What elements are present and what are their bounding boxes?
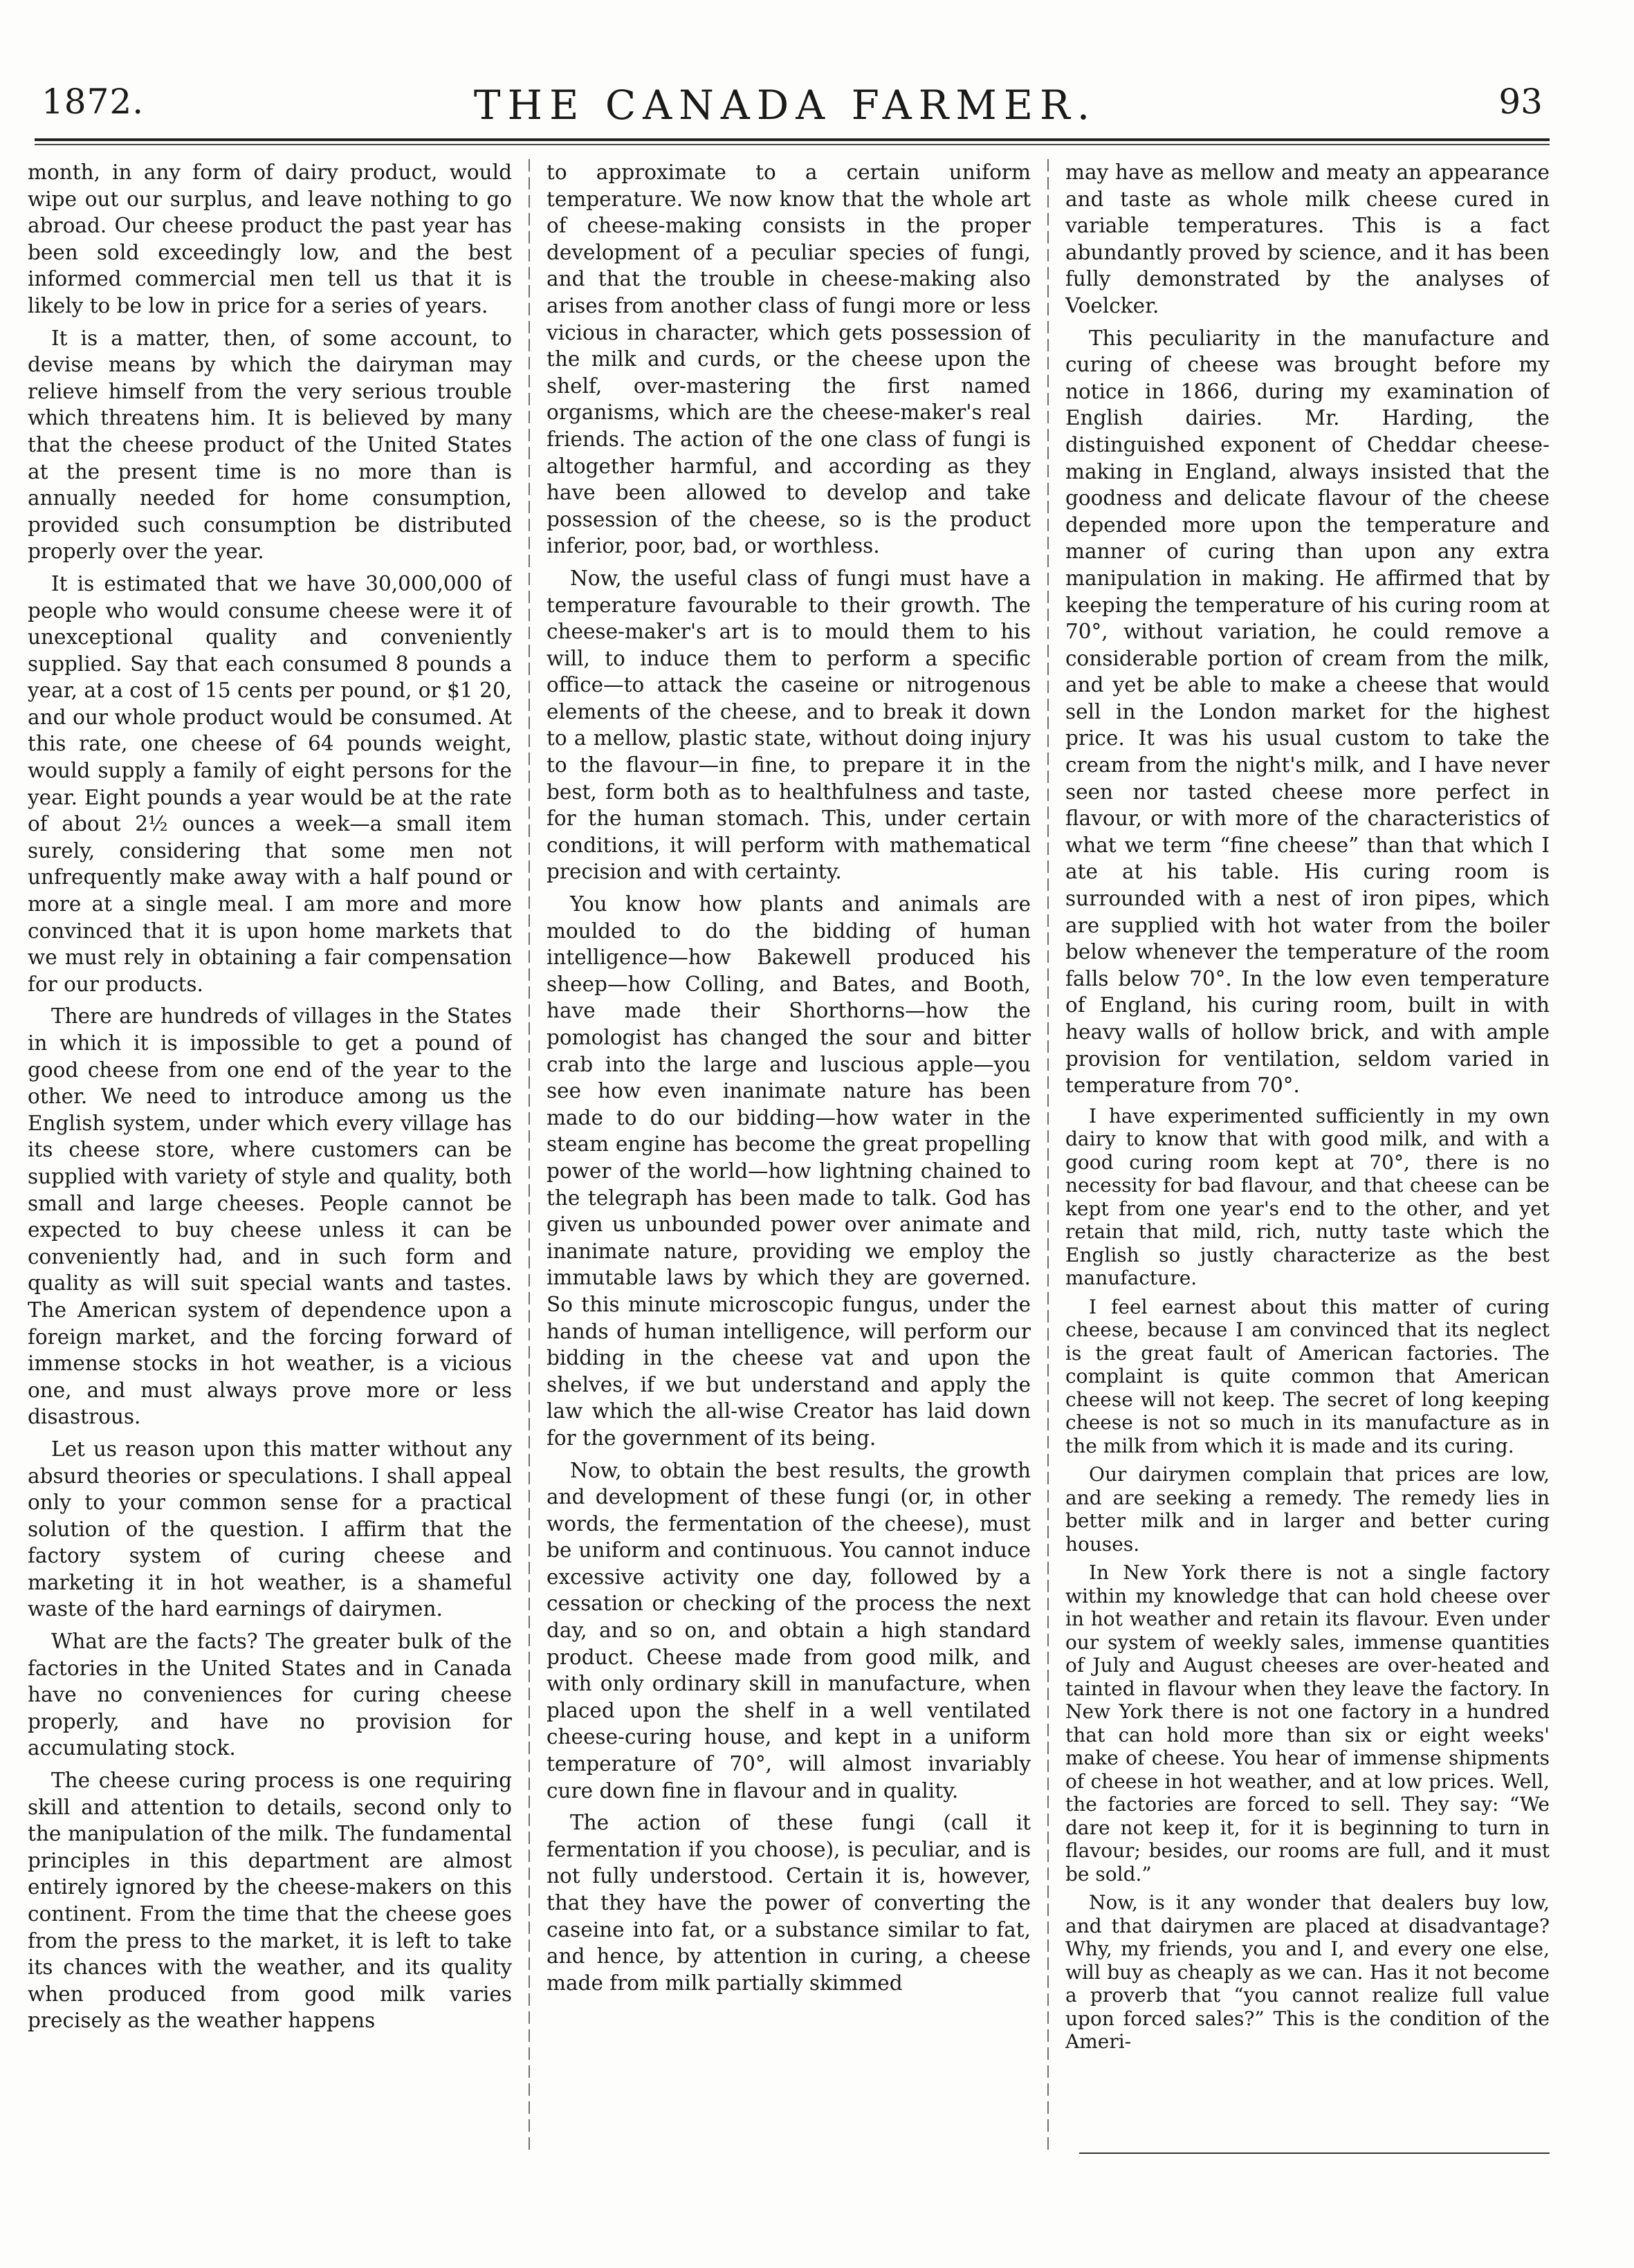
paragraph: Now, the useful class of fungi must have a temperature favourable to their growth. The cheese-maker's art is to mould them to his will, to induce them to perform a specific office—to attack the caseine or nitrogenous elements of the cheese, and to break it down to a mellow, plastic state, without doing injury to the flavour—in fine, to prepare it in the best, form both as to healthfulness and taste, for the human stomach. This, under certain conditions, it will perform with mathematical precision and with certainty. [547,566,1031,884]
page-number: 93 [1498,82,1543,122]
header-rule [35,138,1550,141]
paragraph: I feel earnest about this matter of curing cheese, because I am convinced that its neglect is the great fault of American factories. The complaint is quite common that American cheese will not keep. The secret of long keeping cheese is not so much in its manufacture as in the milk from which it is made and its curing. [1065,1295,1550,1457]
column-3 [1065,159,1550,2151]
paragraph: may have as mellow and meaty an appearance and taste as whole milk cheese cured in variable temperatures. This is a fact abundantly proved by science, and it has been fully demonstrated by the analyses of Voelcker. [1065,160,1550,317]
paragraph: Now, is it any wonder that dealers buy low, and that dairymen are placed at disadvantage? Why, my friends, you and I, and every one else, will buy as cheaply as we can. Has it not become a proverb that “you cannot realize full value upon forced sales?” This is the condition of the Ameri- [1065,1891,1550,2054]
paragraph: This peculiarity in the manufacture and curing of cheese was brought before my notice in 1866, during my examination of English dairies. Mr. Harding, the distinguished exponent of Cheddar cheese-making in England, always insisted that the goodness and delicate flavour of the cheese depended more upon the temperature and manner of curing than upon any extra manipulation in making. He affirmed that by keeping the temperature of his curing room at 70°, without variation, he could remove a considerable portion of cream from the milk, and yet be able to make a cheese that would sell in the London market for the highest price. It was his usual custom to take the cream from the night's milk, and I have never seen nor tasted cheese more perfect in flavour, or with more of the characteristics of what we term “fine cheese” than that which I ate at his table. His curing room is surrounded with a nest of iron pipes, which are supplied with hot water from the boiler below whenever the temperature of the room falls below 70°. In the low even temperature of England, his curing room, built in with heavy walls of hollow brick, and with ample provision for ventilation, seldom varied in temperature from 70°. [1065,326,1550,1098]
article-columns [28,159,1550,2151]
column-2 [547,159,1031,2151]
paragraph: What are the facts? The greater bulk of the factories in the United States and in Canada have no conveniences for curing cheese properly, and have no provision for accumulating stock. [28,1630,512,1760]
paragraph: I have experimented sufficiently in my own dairy to know that with good milk, and with a good curing room kept at 70°, there is no necessity for bad flavour, and that cheese can be kept from one year's end to the other, and yet retain that mild, rich, nutty taste which the English so justly characterize as the best manufacture. [1065,1104,1550,1290]
paragraph: The action of these fungi (call it fermentation if you choose), is peculiar, and is not fully understood. Certain it is, however, that they have the power of converting the caseine into fat, or a substance similar to fat, and hence, by attention in curing, a cheese made from milk partially skimmed [547,1811,1031,1995]
paragraph: The cheese curing process is one requiring skill and attention to details, second only to the manipulation of the milk. The fundamental principles in this department are almost entirely ignored by the cheese-makers on this continent. From the time that the cheese goes from the press to the market, it is left to take its chances with the weather, and its quality when produced from good milk varies precisely as the weather happens [28,1769,512,2033]
paragraph: Let us reason upon this matter without any absurd theories or speculations. I shall appeal only to your common sense for a practical solution of the question. I affirm that the factory system of curing cheese and marketing it in hot weather, is a shameful waste of the hard earnings of dairymen. [28,1437,512,1621]
paragraph: Our dairymen complain that prices are low, and are seeking a remedy. The remedy lies in better milk and in larger and better curing houses. [1065,1463,1550,1556]
paragraph: It is a matter, then, of some account, to devise means by which the dairyman may relieve himself from the very serious trouble which threatens him. It is believed by many that the cheese product of the United States at the present time is no more than is annually needed for home consumption, provided such consumption be distributed properly over the year. [28,326,512,564]
newspaper-title: THE CANADA FARMER. [473,82,1097,129]
column-1 [28,159,512,2151]
column-divider [529,159,530,2151]
paragraph: It is estimated that we have 30,000,000 of people who would consume cheese were it of unexceptional quality and conveniently supplied. Say that each consumed 8 pounds a year, at a cost of 15 cents per pound, or $1 20, and our whole product would be consumed. At this rate, one cheese of 64 pounds weight, would supply a family of eight persons for the year. Eight pounds a year would be at the rate of about 2½ ounces a week—a small item surely, considering that some men not unfrequently make away with a half pound or more at a single meal. I am more and more convinced that it is upon home markets that we must rely in obtaining a fair compensation for our products. [28,571,512,996]
paragraph: In New York there is not a single factory within my knowledge that can hold cheese over in hot weather and retain its flavour. Even under our system of weekly sales, immense quantities of July and August cheeses are over-heated and tainted in flavour when they leave the factory. In New York there is not one factory in a hundred that can hold more than six or eight weeks' make of cheese. You hear of immense shipments of cheese in hot weather, and at low prices. Well, the factories are forced to sell. They say: “We dare not keep it, for it is beginning to turn in flavour; besides, our rooms are full, and it must be sold.” [1065,1561,1550,1886]
paragraph: month, in any form of dairy product, would wipe out our surplus, and leave nothing to go abroad. Our cheese product the past year has been sold exceedingly low, and the best informed commercial men tell us that it is likely to be low in price for a series of years. [28,160,512,317]
paragraph: Now, to obtain the best results, the growth and development of these fungi (or, in other words, the fermentation of the cheese), must be uniform and continuous. You cannot induce excessive activity one day, followed by a cessation or checking of the process the next day, and so on, and obtain a high standard product. Cheese made from good milk, and with only ordinary skill in manufacture, when placed upon the shelf in a well ventilated cheese-curing house, and kept in a uniform temperature of 70°, will almost invariably cure down fine in flavour and in quality. [547,1458,1031,1803]
paragraph: You know how plants and animals are moulded to do the bidding of human intelligence—how Bakewell produced his sheep—how Colling, and Bates, and Booth, have made their Shorthorns—how the pomologist has changed the sour and bitter crab into the large and luscious apple—you see how even inanimate nature has been made to do our bidding—how water in the steam engine has become the great propelling power of the world—how lightning chained to the telegraph has been made to talk. God has given us unbounded power over animate and inanimate nature, providing we employ the immutable laws by which they are governed. So this minute microscopic fungus, under the hands of human intelligence, will perform our bidding in the cheese vat and upon the shelves, if we but understand and apply the law which the all-wise Creator has laid down for the government of its being. [547,892,1031,1450]
column-divider [1047,159,1049,2151]
masthead [28,82,1543,137]
header-rule-thin [35,144,1550,145]
paragraph: There are hundreds of villages in the States in which it is impossible to get a pound of good cheese from one end of the year to the other. We need to introduce among us the English system, under which every village has its cheese store, where customers can be supplied with variety of style and quality, both small and large cheeses. People cannot be expected to buy cheese unless it can be conveniently had, and in such form and quality as will suit special wants and tastes. The American system of dependence upon a foreign market, and the forcing forward of immense stocks in hot weather, is a vicious one, and must always prove more or less disastrous. [28,1004,512,1429]
column-end-rule [1079,2152,1550,2154]
issue-year: 1872. [42,82,145,122]
paragraph: to approximate to a certain uniform temperature. We now know that the whole art of cheese-making consists in the proper development of a peculiar species of fungi, and that the trouble in cheese-making also arises from another class of fungi more or less vicious in character, which gets possession of the milk and curds, or the cheese upon the shelf, over-mastering the first named organisms, which are the cheese-maker's real friends. The action of the one class of fungi is altogether harmful, and according as they have been allowed to develop and take possession of the cheese, so is the product inferior, poor, bad, or worthless. [547,160,1031,558]
